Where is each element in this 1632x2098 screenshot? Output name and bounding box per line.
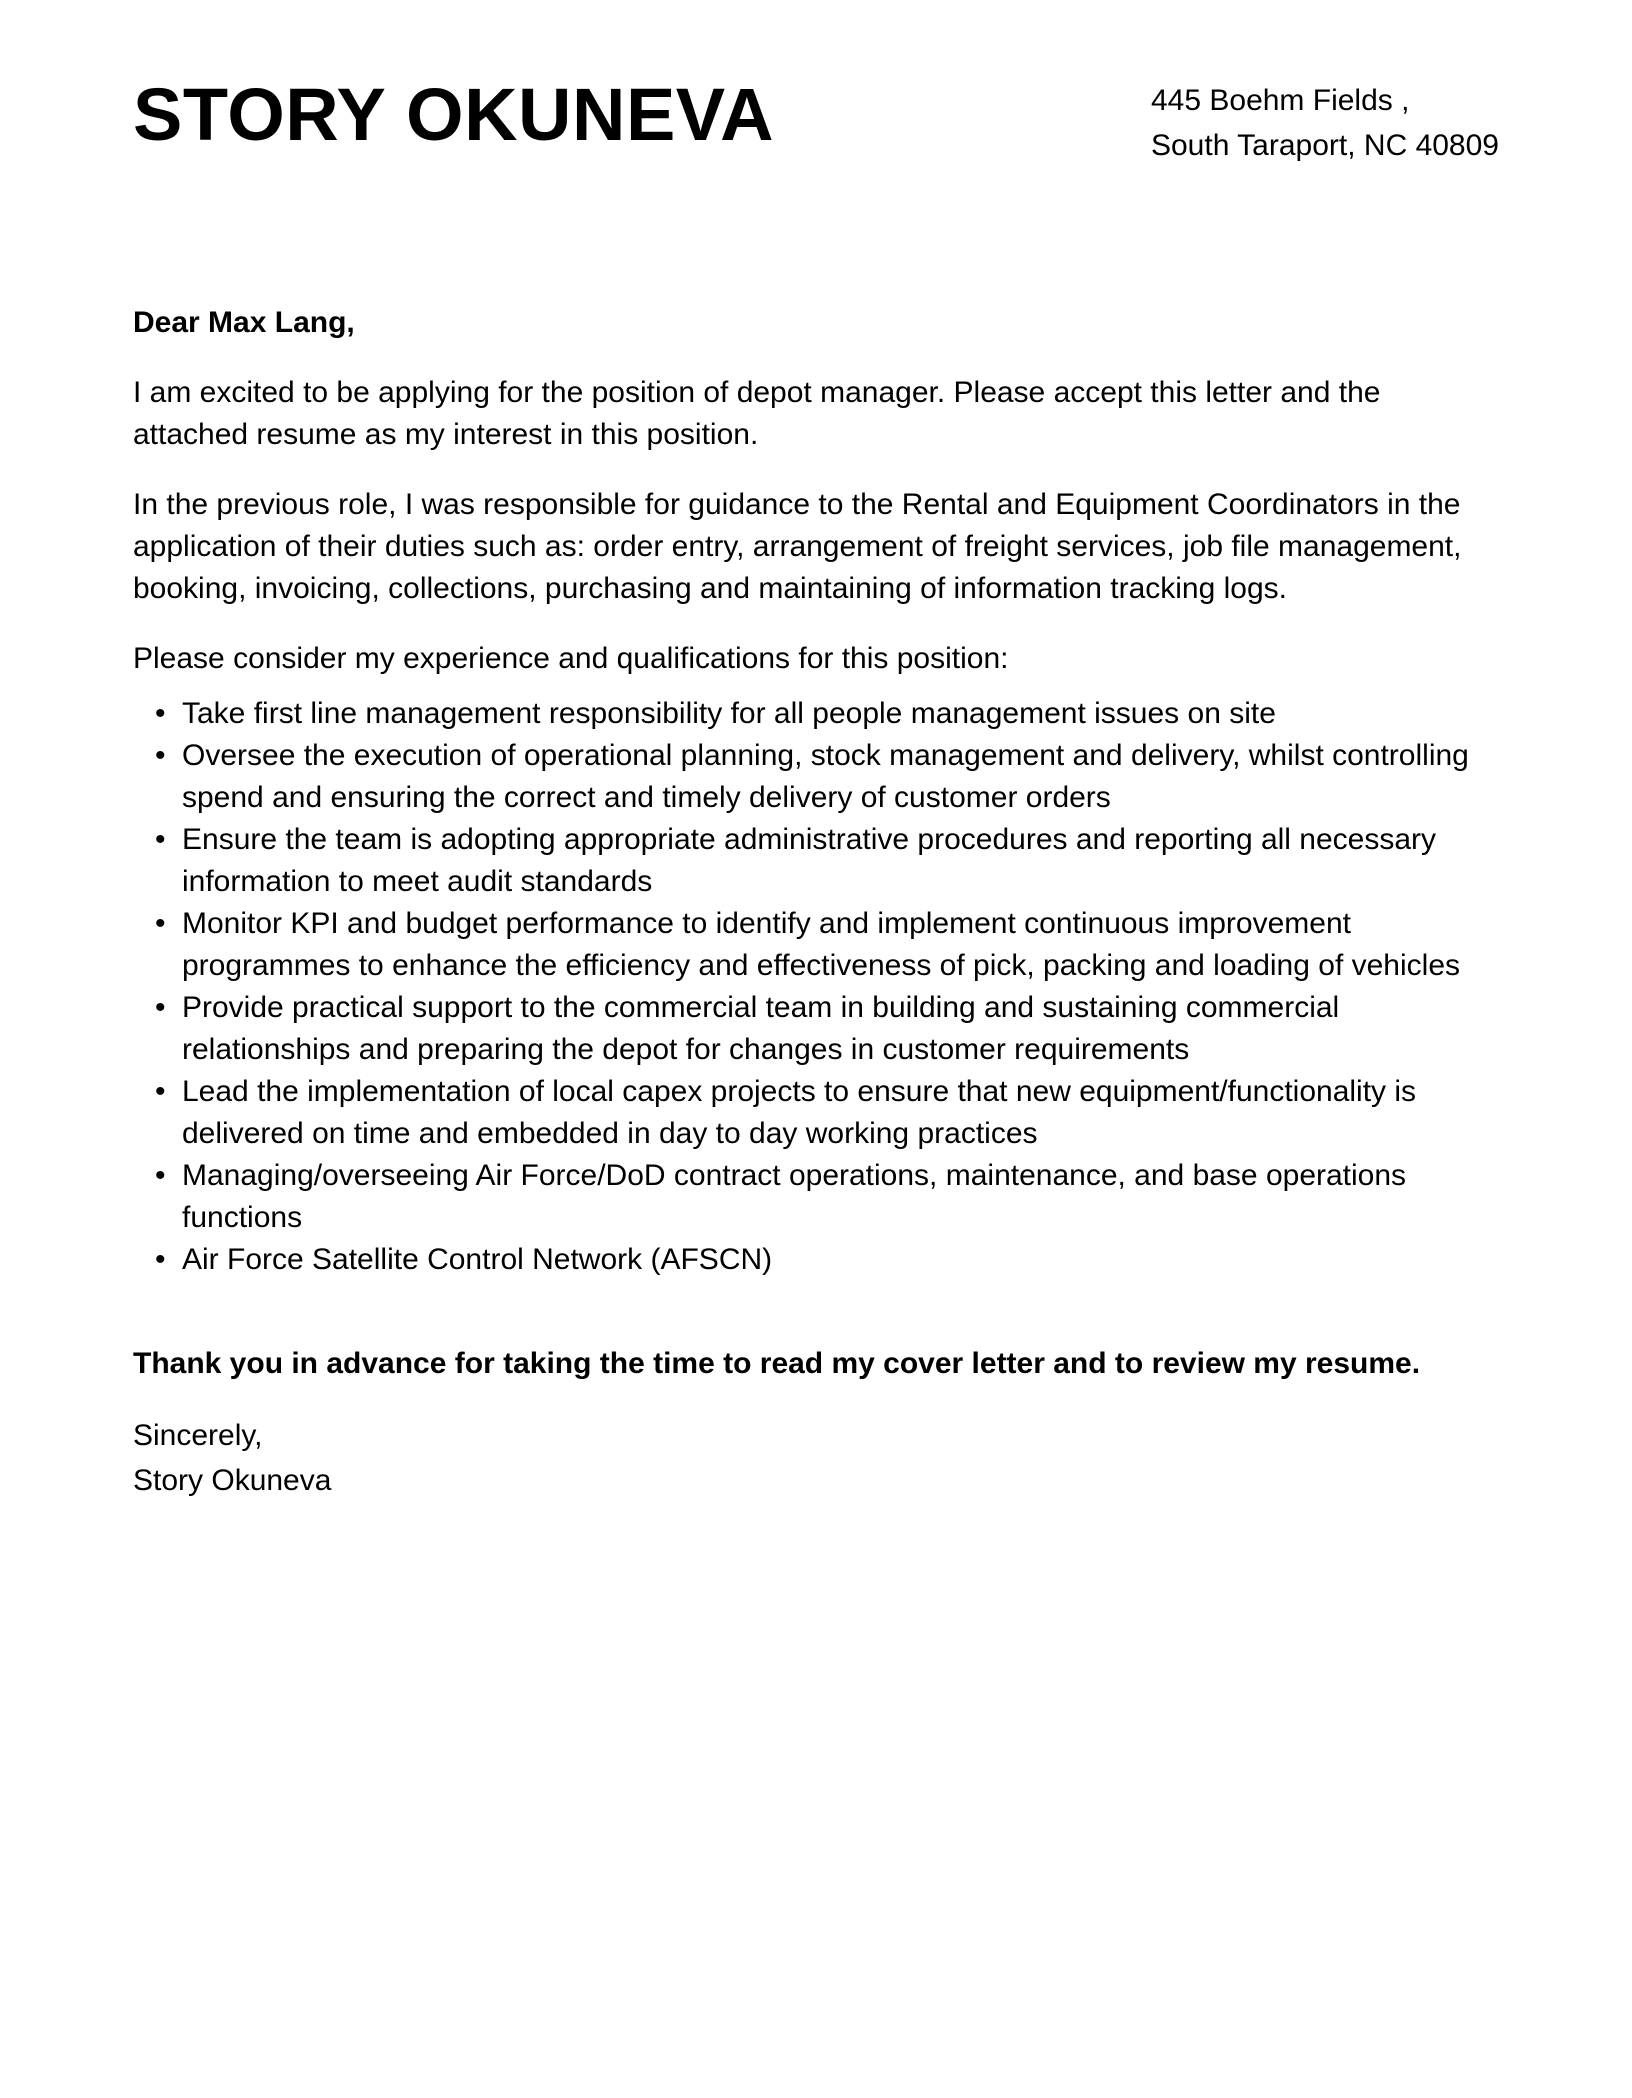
sender-address (1151, 78, 1499, 168)
qualification-bullet-item: • Monitor KPI and budget performance to identify and implement continuous improvement programmes to enhance the efficiency and effectiveness of pick, packing and loading of vehicles (133, 903, 1499, 987)
qualification-bullet-item: • Ensure the team is adopting appropriate administrative procedures and reporting all necessary information to meet audit standards (133, 819, 1499, 903)
intro-paragraph: I am excited to be applying for the position of depot manager. Please accept this letter and the attached resume as my interest in this position. (133, 376, 1381, 451)
address-line-1: 445 Boehm Fields , (1150, 84, 1410, 117)
qualifications-list (133, 693, 1499, 1281)
qualification-bullet-item: • Provide practical support to the commercial team in building and sustaining commercial relationships and preparing the depot for changes in customer requirements (133, 987, 1499, 1071)
thank-you-line: Thank you in advance for taking the time to read my cover letter and to review my resume. (133, 1347, 1421, 1380)
qualifications-intro: Please consider my experience and qualifications for this position: (133, 642, 1009, 675)
address-line-2: South Taraport, NC 40809 (1150, 129, 1499, 162)
greeting: Dear Max Lang, (133, 306, 355, 339)
closing: Sincerely, (133, 1419, 263, 1452)
experience-paragraph: In the previous role, I was responsible for guidance to the Rental and Equipment Coordinators in the application of their duties such as: order entry, arrangement of freight services, job file management, booking, invoicing, collections, purchasing and maintaining of information tracking logs. (133, 488, 1462, 605)
signature-name: Story Okuneva (133, 1464, 332, 1497)
qualification-bullet-item: • Oversee the execution of operational planning, stock management and delivery, whilst controlling spend and ensuring the correct and timely delivery of customer orders (133, 735, 1499, 819)
qualification-bullet-item: • Managing/overseeing Air Force/DoD contract operations, maintenance, and base operations functions (133, 1155, 1499, 1239)
qualification-bullet-item: • Lead the implementation of local capex projects to ensure that new equipment/functionality is delivered on time and embedded in day to day working practices (133, 1071, 1499, 1155)
qualification-bullet-item: • Air Force Satellite Control Network (AFSCN) (133, 1239, 1499, 1281)
signature-block (133, 1413, 1499, 1503)
letter-body (133, 302, 1499, 1503)
qualification-bullet-item: • Take first line management responsibility for all people management issues on site (133, 693, 1499, 735)
letter-header (133, 73, 1499, 168)
sender-name: STORY OKUNEVA (133, 73, 775, 156)
